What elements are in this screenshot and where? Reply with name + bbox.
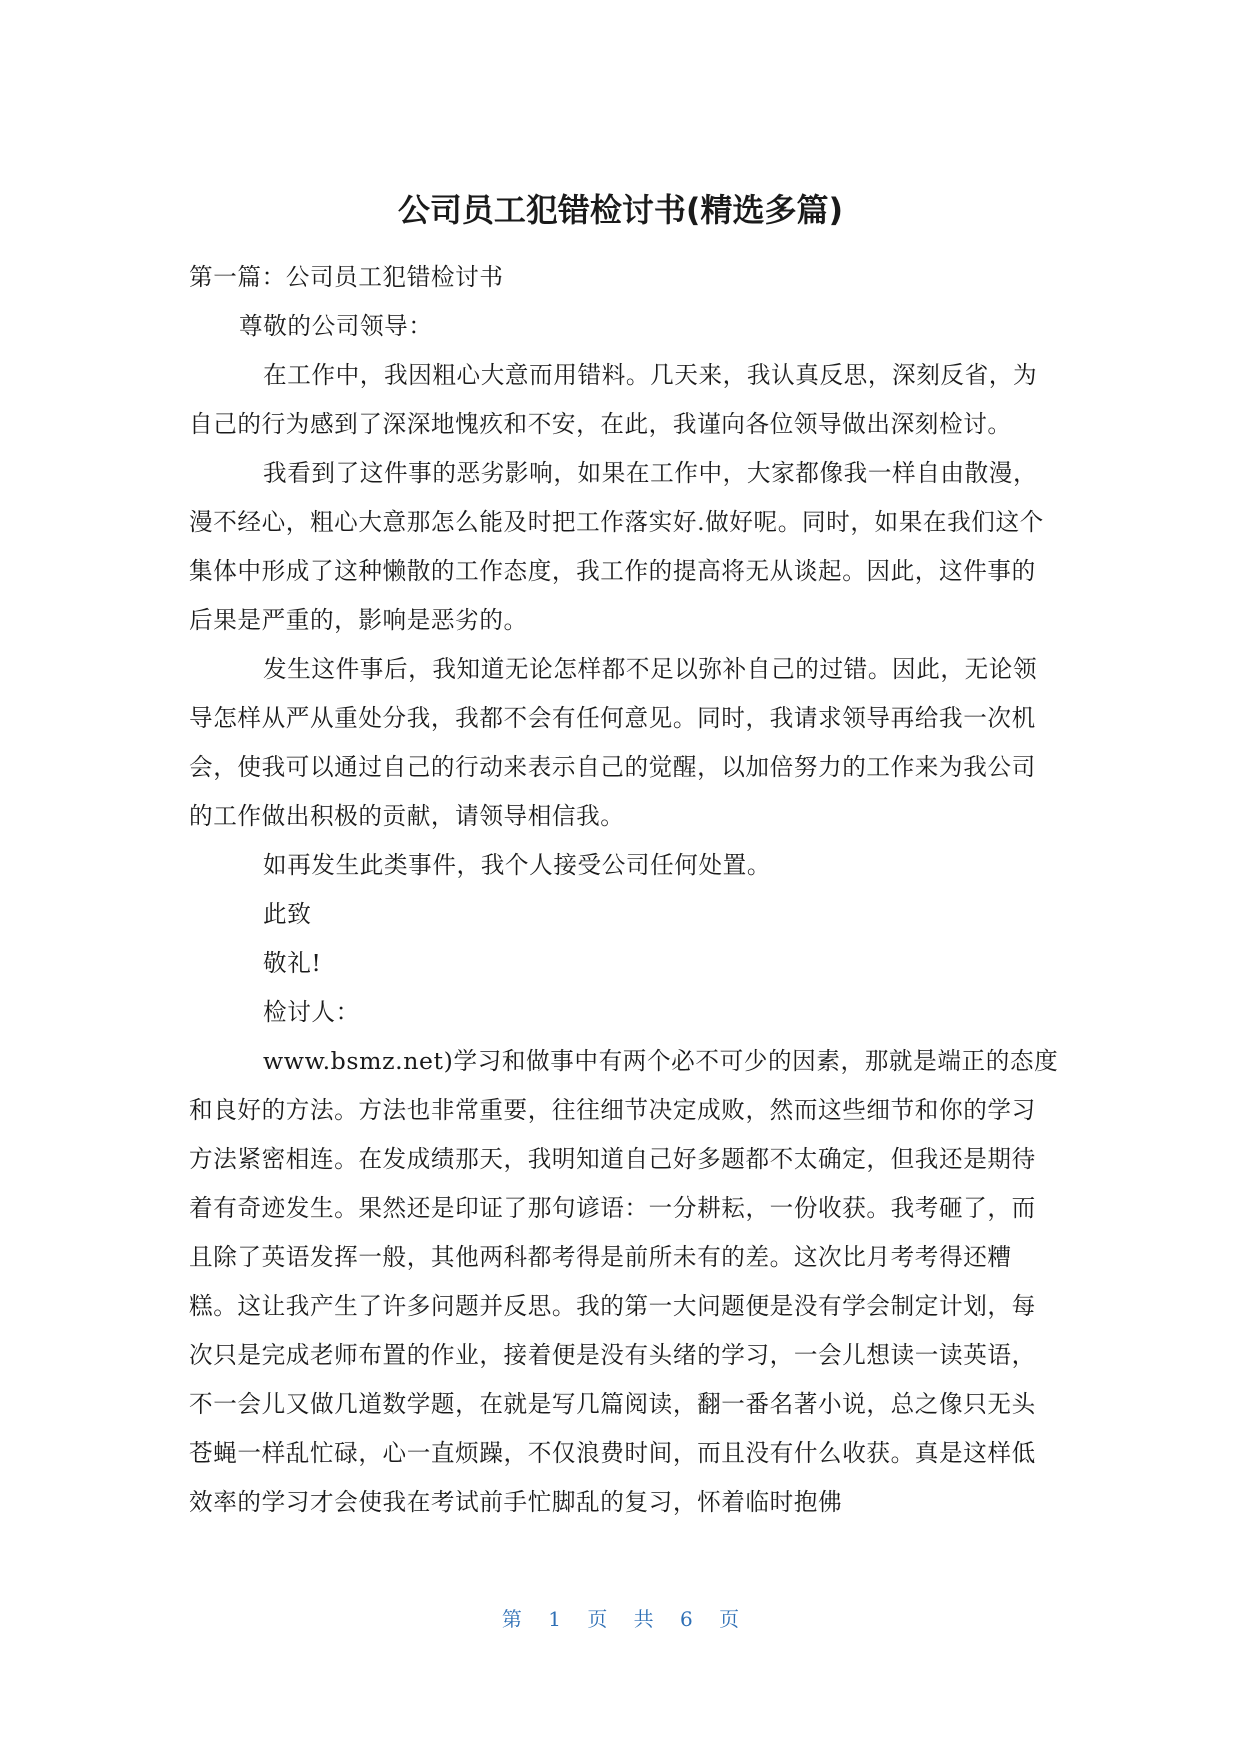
signature-label: 检讨人： <box>263 998 360 1026</box>
page-footer <box>0 1604 1241 1634</box>
footer-current-page: 1 <box>548 1607 561 1631</box>
paragraph: 在工作中，我因粗心大意而用错料。几天来，我认真反思，深刻反省，为自己的行为感到了深深地愧疚和不安，在此，我谨向各位领导做出深刻检讨。 <box>189 361 1038 438</box>
paragraph: 如再发生此类事件，我个人接受公司任何处置。 <box>263 851 772 879</box>
footer-page-prefix: 第 <box>501 1607 522 1631</box>
document-title: 公司员工犯错检讨书(精选多篇) <box>397 191 844 229</box>
closing-line: 此致 <box>263 900 312 928</box>
closing-line: 敬礼! <box>263 949 322 977</box>
section-heading: 第一篇：公司员工犯错检讨书 <box>189 263 504 291</box>
footer-page-mid: 页 共 <box>587 1607 654 1631</box>
paragraph: 发生这件事后，我知道无论怎样都不足以弥补自己的过错。因此，无论领导怎样从严从重处分我，我都不会有任何意见。同时，我请求领导再给我一次机会，使我可以通过自己的行动来表示自己的觉醒，以加倍努力的工作来为我公司的工作做出积极的贡献，请领导相信我。 <box>189 655 1038 830</box>
footer-page-suffix: 页 <box>719 1607 740 1631</box>
paragraph: 我看到了这件事的恶劣影响，如果在工作中，大家都像我一样自由散漫，漫不经心，粗心大意那怎么能及时把工作落实好.做好呢。同时，如果在我们这个集体中形成了这种懒散的工作态度，我工作的提高将无从谈起。因此，这件事的后果是严重的，影响是恶劣的。 <box>189 459 1044 634</box>
footer-total-pages: 6 <box>680 1607 693 1631</box>
salutation: 尊敬的公司领导： <box>239 312 433 340</box>
paragraph: www.bsmz.net)学习和做事中有两个必不可少的因素，那就是端正的态度和良好的方法。方法也非常重要，往往细节决定成败，然而这些细节和你的学习方法紧密相连。在发成绩那天，我明知道自己好多题都不太确定，但我还是期待着有奇迹发生。果然还是印证了那句谚语：一分耕耘，一份收获。我考砸了，而且除了英语发挥一般，其他两科都考得是前所未有的差。这次比月考考得还糟糕。这让我产生了许多问题并反思。我的第一大问题便是没有学会制定计划，每次只是完成老师布置的作业，接着便是没有头绪的学习，一会儿想读一读英语，不一会儿又做几道数学题，在就是写几篇阅读，翻一番名著小说，总之像只无头苍蝇一样乱忙碌，心一直烦躁，不仅浪费时间，而且没有什么收获。真是这样低效率的学习才会使我在考试前手忙脚乱的复习，怀着临时抱佛 <box>189 1047 1059 1516</box>
document-body <box>189 253 1059 1527</box>
